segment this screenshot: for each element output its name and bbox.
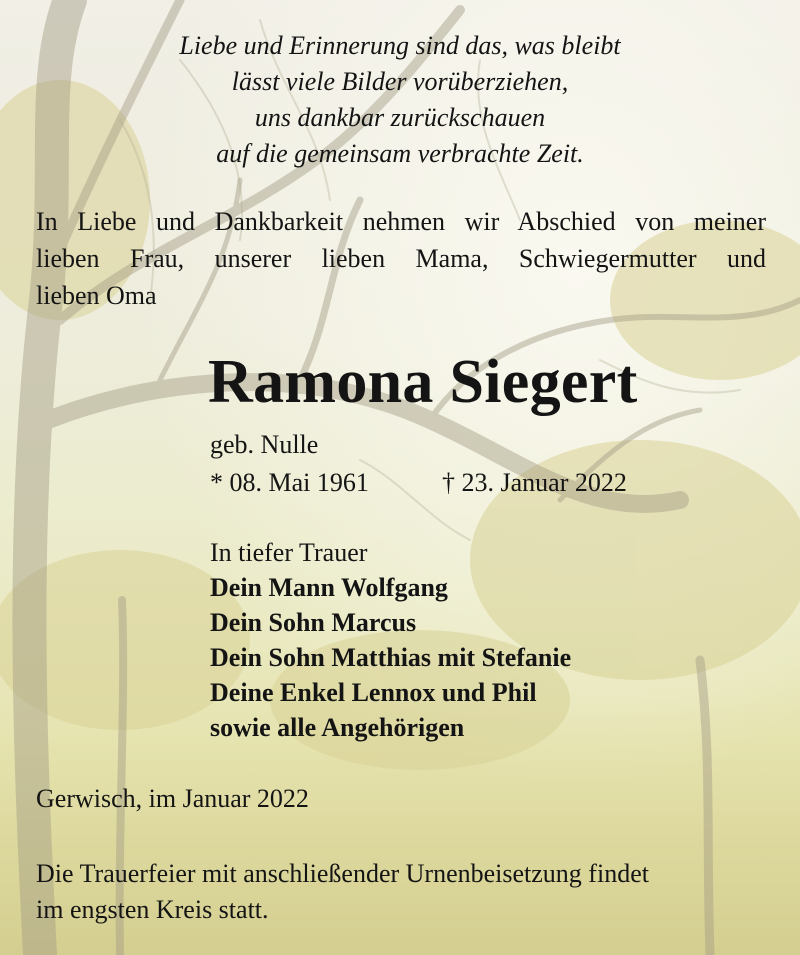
funeral-service-note: [36, 856, 776, 928]
service-line: Die Trauerfeier mit anschließender Urnenbeisetzung findet: [36, 859, 649, 888]
mourner-name: Dein Sohn Marcus: [210, 608, 417, 637]
mourning-lead: In tiefer Trauer: [210, 538, 368, 567]
mourners-list: [210, 535, 571, 745]
mourner-name: Deine Enkel Lennox und Phil: [210, 678, 537, 707]
death-date: † 23. Januar 2022: [442, 468, 627, 497]
birth-date: * 08. Mai 1961: [210, 468, 369, 497]
poem-line: uns dankbar zurückschauen: [254, 103, 546, 132]
intro-line: lieben Oma: [36, 281, 157, 310]
poem-line: lässt viele Bilder vorüberziehen,: [231, 67, 569, 96]
deceased-name: Ramona Siegert: [208, 348, 638, 416]
place-and-date: Gerwisch, im Januar 2022: [36, 784, 309, 813]
intro-line: lieben Frau, unserer lieben Mama, Schwiegermutter und: [36, 244, 766, 273]
memorial-poem: [0, 28, 800, 172]
mourner-name: Dein Sohn Matthias mit Stefanie: [210, 643, 572, 672]
maiden-name: geb. Nulle: [210, 430, 319, 459]
farewell-intro: [36, 203, 766, 314]
poem-line: auf die gemeinsam verbrachte Zeit.: [216, 139, 584, 168]
mourner-name: Dein Mann Wolfgang: [210, 573, 448, 602]
poem-line: Liebe und Erinnerung sind das, was bleibt: [179, 31, 621, 60]
service-line: im engsten Kreis statt.: [36, 895, 269, 924]
intro-line: In Liebe und Dankbarkeit nehmen wir Abschied von meiner: [36, 207, 766, 236]
mourner-name: sowie alle Angehörigen: [210, 713, 465, 742]
